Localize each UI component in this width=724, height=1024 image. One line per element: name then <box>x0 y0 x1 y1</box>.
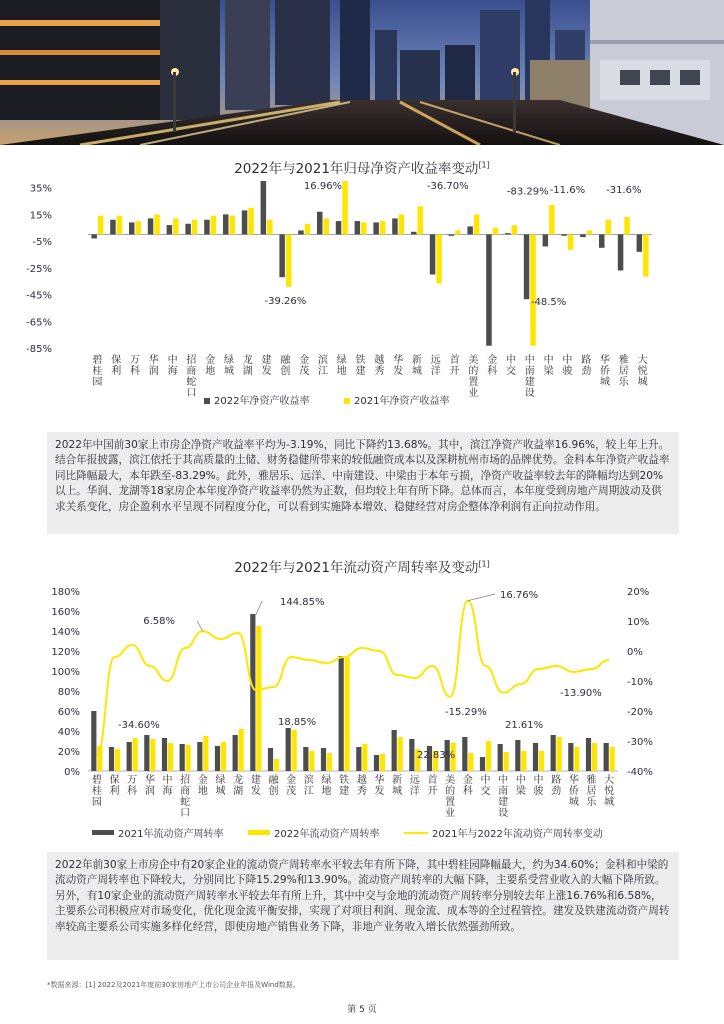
chart2-bar-2022 <box>150 739 155 771</box>
chart2-data-label: -13.90% <box>560 688 602 699</box>
chart2-category-label: 碧桂园 <box>91 775 102 808</box>
chart2-bar-2021 <box>374 755 379 771</box>
hero-city-image <box>0 0 724 145</box>
chart1-bar-2021 <box>192 220 198 235</box>
chart2-category-label: 融创 <box>268 775 279 797</box>
chart2-bar-2022 <box>521 751 526 771</box>
chart2-category-label: 中梁 <box>515 775 526 797</box>
chart2-bar-2022 <box>486 741 491 771</box>
chart2-category-label: 金地 <box>197 775 208 797</box>
chart2-data-label: 18.85% <box>278 717 317 728</box>
chart1-category-label: 华润 <box>148 355 159 377</box>
chart2-bar-2021 <box>233 735 238 771</box>
chart1-bar-2021 <box>455 230 461 234</box>
chart1-ytick-label: 15% <box>29 210 52 222</box>
chart2-legend-label-change: 2021年与2022年流动资产周转率变动 <box>432 829 603 840</box>
chart2-bar-2022 <box>239 729 244 771</box>
chart1-category-label: 新城 <box>412 355 422 377</box>
chart2-data-label: 22.83% <box>417 750 456 761</box>
chart1-data-label: -39.26% <box>264 295 307 307</box>
chart1-bar-2021 <box>361 222 367 234</box>
chart1-category-label: 融创 <box>280 355 291 377</box>
chart2-bar-2022 <box>221 742 226 771</box>
chart1-bar-2021 <box>305 224 311 235</box>
chart2-bar-2021 <box>180 744 185 771</box>
chart2-category-label: 滨江 <box>303 775 314 797</box>
chart2-data-label: -34.60% <box>118 720 160 731</box>
chart2-data-label: -15.29% <box>445 707 487 718</box>
chart2-bar-2021 <box>586 738 591 771</box>
chart2-bar-2022 <box>256 626 261 771</box>
chart2-bar-2021 <box>215 746 220 771</box>
chart2-ytick-left: 0% <box>64 767 80 778</box>
chart1-bar-2022 <box>91 234 97 238</box>
chart2-category-label: 雅居乐 <box>586 775 597 808</box>
chart1-category-label: 碧桂园 <box>92 355 103 388</box>
chart1-bar-2022 <box>223 214 229 234</box>
chart2-bar-2021 <box>109 747 114 771</box>
chart1-bar-2021 <box>211 216 217 235</box>
chart2-category-label: 绿城 <box>215 775 226 797</box>
chart2-category-label: 华发 <box>374 775 385 797</box>
chart2-category-label: 中海 <box>162 775 173 797</box>
chart1-category-label: 大悦城 <box>637 355 648 388</box>
chart1-bar-2022 <box>148 218 154 234</box>
chart2-legend-swatch-2022 <box>248 830 270 835</box>
chart1-bar-2021 <box>399 214 405 234</box>
chart1-bar-2021 <box>98 216 104 235</box>
chart2-bar-2021 <box>480 757 485 771</box>
chart1-bar-2022 <box>185 224 191 235</box>
chart1-bar-2022 <box>580 234 586 237</box>
chart2-legend-swatch-2021 <box>92 830 114 835</box>
roe-analysis-text: 2022年中国前30家上市房企净资产收益率平均为-3.19%，同比下降约13.68%。其中，滨江净资产收益率16.96%，较上年上升。结合年报披露，滨江依托于其高质量的土储、财务稳健所带来的较低融资成本以及深耕杭州市场的品牌优势。金科本年净资产收益率同比降幅最大，本年跌至-83.29%。此外，雅居乐、远洋、中南建设、中梁由于本年亏损，净资产收益率较去年的降幅均达到20%以上。华润、龙湖等18家房企本年度净资产收益率仍然为正数，但均较上年有所下降。总体而言，本年度受到房地产周期波动及供求关系变化，房企盈利水平呈现不同程度分化，可以看到实施降本增效、稳健经营对房企整体净利润有正向拉动作用。 <box>47 432 679 534</box>
chart2-bar-2022 <box>133 738 138 771</box>
chart1-bar-2022 <box>411 232 417 235</box>
chart2-ytick-left: 160% <box>51 607 80 618</box>
chart2-bar-2021 <box>356 747 361 771</box>
chart2-ytick-right: 10% <box>627 617 650 628</box>
chart1-bar-2022 <box>543 234 549 246</box>
chart1-bar-2022 <box>355 221 361 234</box>
chart2-ytick-right: 20% <box>627 587 650 598</box>
chart2-bar-2022 <box>468 753 473 771</box>
chart1-legend-label-2021: 2021年净资产收益率 <box>354 396 450 407</box>
chart2-category-label: 中交 <box>480 775 491 797</box>
chart1-bar-2022 <box>110 220 116 235</box>
chart1-category-label: 铁建 <box>355 355 366 377</box>
chart1-data-label: -11.6% <box>549 185 586 197</box>
chart2-bar-2022 <box>610 747 615 771</box>
chart2-category-label: 路劲 <box>551 775 562 797</box>
chart2-bar-2022 <box>186 745 191 771</box>
chart2-bar-2022 <box>292 730 297 771</box>
chart1-category-label: 龙湖 <box>242 355 253 377</box>
chart2-ytick-left: 180% <box>51 587 80 598</box>
chart1-bar-2022 <box>129 222 135 234</box>
chart1-bar-2022 <box>561 234 567 235</box>
chart2-bar-2021 <box>144 735 149 771</box>
chart1-bar-2022 <box>449 234 455 235</box>
chart2-data-label: 16.76% <box>500 590 539 601</box>
chart1-category-label: 中梁 <box>543 355 554 377</box>
chart1-bar-2022 <box>336 221 342 234</box>
chart1-data-label: -31.6% <box>606 185 642 197</box>
chart1-bar-2021 <box>606 220 612 235</box>
chart1-category-label: 绿地 <box>336 355 347 377</box>
chart2-ytick-left: 80% <box>57 687 80 698</box>
chart1-category-label: 雅居乐 <box>618 355 629 388</box>
chart1-bar-2022 <box>261 181 267 234</box>
chart2-bar-2021 <box>303 747 308 771</box>
chart2-bar-2021 <box>498 744 503 771</box>
chart1-bar-2022 <box>392 218 398 234</box>
chart2-bar-2021 <box>250 614 255 771</box>
chart2-category-label: 金科 <box>462 775 473 797</box>
chart1-category-label: 金地 <box>205 355 216 377</box>
chart2-bar-2021 <box>409 739 414 771</box>
chart2-category-label: 越秀 <box>356 775 367 797</box>
chart1-bar-2022 <box>204 220 210 235</box>
chart1-category-label: 建发 <box>261 355 272 377</box>
chart2-bar-2022 <box>504 752 509 771</box>
chart1-bar-2021 <box>173 218 179 234</box>
chart1-category-label: 保利 <box>111 355 122 377</box>
chart1-ytick-label: -5% <box>32 237 52 249</box>
chart1-bar-2021 <box>512 225 518 234</box>
chart2-data-label: 144.85% <box>280 597 325 608</box>
chart1-ytick-label: -85% <box>26 344 52 355</box>
chart1-category-label: 中骏 <box>562 355 573 377</box>
chart1-bar-2022 <box>618 234 624 270</box>
chart1-category-label: 万科 <box>130 355 140 377</box>
chart1-title: 2022年与2021年归母净资产收益率变动[1] <box>234 160 490 177</box>
chart2-ytick-left: 60% <box>57 707 80 718</box>
chart1-bar-2022 <box>637 234 643 251</box>
chart2-category-label: 龙湖 <box>233 775 244 797</box>
chart2-legend-label-2021: 2021年流动资产周转率 <box>118 829 224 840</box>
chart2-category-label: 新城 <box>392 775 403 797</box>
chart1-bar-2021 <box>136 221 142 234</box>
chart2-category-label: 万科 <box>127 775 138 797</box>
chart1-bar-2021 <box>342 181 348 234</box>
chart2-bar-2022 <box>274 759 279 771</box>
chart2-category-label: 中骏 <box>533 775 544 797</box>
chart1-category-label: 华侨城 <box>600 355 610 388</box>
chart2-category-label: 首开 <box>427 775 438 797</box>
chart2-legend-label-2022: 2022年流动资产周转率 <box>274 829 380 840</box>
chart1-bar-2021 <box>436 234 442 283</box>
chart2-category-label: 招商蛇口 <box>180 775 191 819</box>
chart1-legend-swatch-2022 <box>204 398 210 404</box>
chart2-leader-line <box>197 621 203 631</box>
chart1-bar-2021 <box>568 234 574 249</box>
chart1-ytick-label: -45% <box>26 290 52 302</box>
chart1-bar-2021 <box>230 216 236 235</box>
chart1-bar-2022 <box>279 234 285 277</box>
chart1-bar-2021 <box>474 214 480 234</box>
chart1-bar-2022 <box>599 234 605 247</box>
chart1-bar-2022 <box>524 234 530 299</box>
chart2-category-label: 大悦城 <box>604 775 615 808</box>
chart1-data-label: 16.96% <box>303 181 343 193</box>
chart1-category-label: 中海 <box>167 355 178 377</box>
chart2-category-label: 建发 <box>250 775 261 797</box>
chart1-category-label: 金科 <box>487 355 498 377</box>
chart2-leader-line <box>256 601 262 615</box>
chart1-category-label: 金茂 <box>299 355 310 377</box>
chart1-bar-2021 <box>493 228 499 235</box>
chart1-bar-2022 <box>486 234 492 345</box>
chart2-bar-2021 <box>162 738 167 771</box>
chart2-ytick-left: 140% <box>51 627 80 638</box>
chart2-category-label: 保利 <box>109 775 120 797</box>
chart1-ytick-label: 35% <box>29 183 52 195</box>
chart2-bar-2022 <box>380 754 385 771</box>
chart1-category-label: 路劲 <box>581 355 592 377</box>
chart1-bar-2021 <box>248 208 254 235</box>
chart1-bar-2021 <box>380 221 386 234</box>
chart2-bar-2022 <box>345 658 350 771</box>
chart2-bar-2022 <box>557 737 562 771</box>
chart2-category-label: 绿地 <box>321 775 332 797</box>
chart2-ytick-right: 0% <box>627 647 643 658</box>
chart1-data-label: -83.29% <box>506 186 549 198</box>
page-number: 第 5 页 <box>347 1005 377 1015</box>
chart1-category-label: 美的置业 <box>468 355 479 399</box>
chart1-bar-2022 <box>317 212 323 235</box>
chart2-bar-2021 <box>551 735 556 771</box>
chart1-bar-2021 <box>643 234 649 276</box>
chart2-bar-2021 <box>533 743 538 771</box>
chart2-ytick-right: -10% <box>627 677 653 688</box>
chart1-bar-2021 <box>267 220 273 235</box>
chart1-bar-2021 <box>587 230 593 234</box>
chart2-bar-2021 <box>515 740 520 771</box>
turnover-analysis-text: 2022年前30家上市房企中有20家企业的流动资产周转率水平较去年有所下降，其中碧桂园降幅最大，约为34.60%；金科和中梁的流动资产周转率也下降较大，分别同比下降15.29%和13.90%。流动资产周转率的大幅下降，主要系受营业收入的大幅下降所致。另外，有10家企业的流动资产周转率水平较去年有所上升，其中中交与金地的流动资产周转率分别较去年上涨16.76%和6.58%，主要系公司积极应对市场变化，优化现金流平衡安排，实现了对项目利润、现金流、成本等的全过程管控。建发及铁建流动资产周转率较高主要系公司实施多样化经营，即使房地产销售业务下降，非地产业务收入增长依然强劲所致。 <box>47 852 679 960</box>
chart2-category-label: 美的置业 <box>445 775 456 819</box>
chart1-bar-2021 <box>286 234 292 286</box>
chart1-category-label: 中交 <box>506 355 516 377</box>
chart1-bar-2022 <box>505 233 511 234</box>
chart1-bar-2022 <box>467 226 473 234</box>
chart2-category-label: 中南建设 <box>498 775 509 819</box>
chart2-ytick-right: -30% <box>627 737 653 748</box>
chart2-bar-2022 <box>168 743 173 771</box>
chart2-bar-2021 <box>286 728 291 771</box>
chart1-bar-2021 <box>154 214 160 234</box>
chart1-legend-label-2022: 2022年净资产收益率 <box>214 396 310 407</box>
chart1-bar-2022 <box>298 230 304 234</box>
chart2-bar-2021 <box>339 656 344 771</box>
chart2-ytick-right: -40% <box>627 767 653 778</box>
chart2-bar-2021 <box>321 748 326 771</box>
chart2-ytick-left: 40% <box>57 727 80 738</box>
chart2-title: 2022年与2021年流动资产周转率及变动[1] <box>234 559 490 576</box>
chart2-category-label: 铁建 <box>339 775 350 797</box>
roe-chart <box>0 176 724 416</box>
chart2-bar-2022 <box>115 749 120 771</box>
chart2-bar-2021 <box>127 742 132 771</box>
chart2-leader-line <box>468 594 495 601</box>
chart2-bar-2021 <box>462 737 467 771</box>
chart1-data-label: -36.70% <box>426 181 469 193</box>
chart2-bar-2021 <box>197 742 202 771</box>
chart2-bar-2022 <box>203 736 208 771</box>
chart1-bar-2021 <box>530 234 536 345</box>
chart2-category-label: 远洋 <box>409 775 420 797</box>
chart2-ytick-right: -20% <box>627 707 653 718</box>
chart1-category-label: 招商蛇口 <box>186 355 197 399</box>
chart2-ytick-left: 120% <box>51 647 80 658</box>
chart1-bar-2022 <box>373 222 379 234</box>
chart2-bar-2022 <box>327 753 332 771</box>
chart1-bar-2022 <box>430 234 436 274</box>
chart1-category-label: 滨江 <box>318 355 328 377</box>
chart2-bar-2022 <box>398 737 403 771</box>
chart2-bar-2021 <box>268 748 273 771</box>
chart2-category-label: 金茂 <box>286 775 297 797</box>
chart2-category-label: 华润 <box>144 775 155 797</box>
chart1-ytick-label: -25% <box>26 263 52 275</box>
chart1-bar-2021 <box>324 218 330 234</box>
chart1-bar-2021 <box>418 206 424 234</box>
chart1-category-label: 远洋 <box>430 355 441 377</box>
chart2-bar-2022 <box>362 744 367 771</box>
chart2-bar-2021 <box>392 730 397 771</box>
chart1-bar-2021 <box>624 217 630 234</box>
chart1-bar-2021 <box>549 205 555 234</box>
chart2-data-label: 6.58% <box>143 616 175 627</box>
chart2-ytick-left: 100% <box>51 667 80 678</box>
chart2-category-label: 华侨城 <box>568 775 579 808</box>
footnote: *数据来源：[1] 2022及2021年度前30家房地产上市公司企业年报及Wind数据。 <box>47 981 300 989</box>
chart1-category-label: 中南建设 <box>524 355 535 399</box>
chart2-bar-2022 <box>574 747 579 771</box>
chart2-bar-2022 <box>592 743 597 771</box>
chart1-bar-2022 <box>167 225 173 234</box>
chart1-legend-swatch-2021 <box>344 398 350 404</box>
chart1-category-label: 华发 <box>393 355 404 377</box>
chart2-bar-2022 <box>309 751 314 771</box>
chart1-category-label: 绿城 <box>224 355 234 377</box>
chart2-data-label: 21.61% <box>505 720 544 731</box>
chart1-category-label: 首开 <box>449 355 460 377</box>
chart2-bar-2022 <box>539 751 544 771</box>
turnover-chart <box>0 580 724 850</box>
chart1-bar-2021 <box>117 216 123 235</box>
chart2-ytick-left: 20% <box>57 747 80 758</box>
chart2-bar-2021 <box>604 743 609 771</box>
chart1-ytick-label: -65% <box>26 317 52 329</box>
chart1-data-label: -48.5% <box>530 297 567 309</box>
chart1-category-label: 越秀 <box>374 355 385 377</box>
chart2-bar-2021 <box>91 711 96 771</box>
chart1-bar-2022 <box>242 210 248 234</box>
chart2-bar-2021 <box>568 743 573 771</box>
